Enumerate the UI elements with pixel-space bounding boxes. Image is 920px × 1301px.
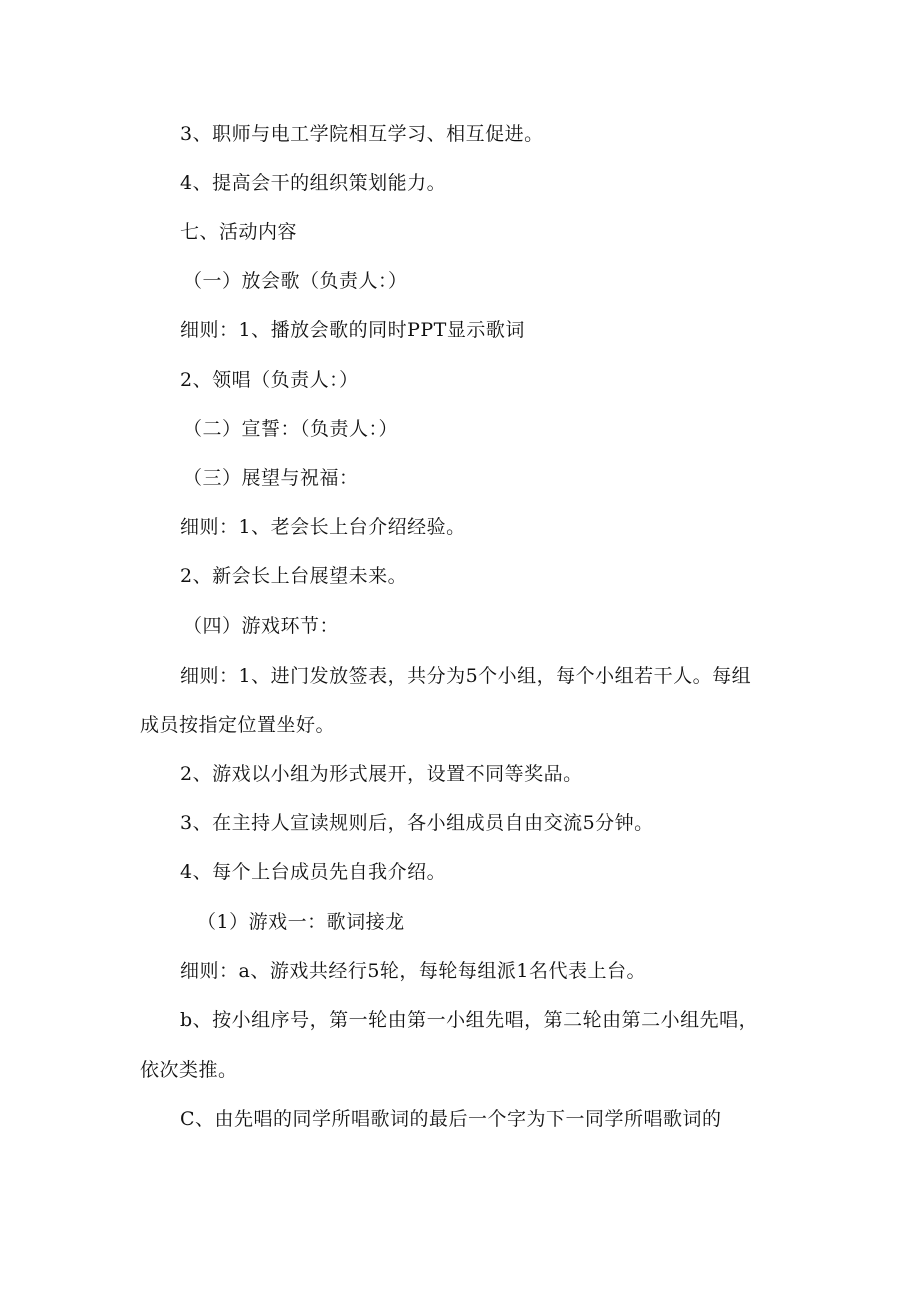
- text-line: 2、领唱（负责人：）: [180, 369, 359, 391]
- text-line: 细则：1、进门发放签表，共分为5个小组，每个小组若干人。每组: [180, 665, 752, 687]
- subsection-heading: （三）展望与祝福：: [183, 467, 359, 489]
- text-line: 细则：1、播放会歌的同时PPT显示歌词: [180, 319, 525, 341]
- text-line: C、由先唱的同学所唱歌词的最后一个字为下一同学所唱歌词的: [180, 1108, 722, 1130]
- text-line: 4、每个上台成员先自我介绍。: [180, 861, 447, 883]
- subsection-heading: （四）游戏环节：: [183, 615, 340, 637]
- text-line: 细则：1、老会长上台介绍经验。: [180, 516, 466, 538]
- subsection-heading: （1）游戏一：歌词接龙: [197, 911, 405, 933]
- subsection-heading: （二）宣誓：（负责人：）: [183, 418, 399, 440]
- text-line: 细则：a、游戏共经行5轮，每轮每组派1名代表上台。: [180, 960, 647, 982]
- section-heading: 七、活动内容: [180, 221, 298, 243]
- text-line: 2、游戏以小组为形式展开，设置不同等奖品。: [180, 763, 583, 785]
- text-line: 3、在主持人宣读规则后，各小组成员自由交流5分钟。: [180, 812, 654, 834]
- text-line: 3、职师与电工学院相互学习、相互促进。: [180, 123, 544, 145]
- text-line: 依次类推。: [140, 1059, 238, 1081]
- text-line: 成员按指定位置坐好。: [140, 714, 336, 736]
- text-line: 2、新会长上台展望未来。: [180, 565, 408, 587]
- subsection-heading: （一）放会歌（负责人：）: [183, 270, 408, 292]
- text-line: b、按小组序号，第一轮由第一小组先唱，第二轮由第二小组先唱，: [180, 1009, 759, 1031]
- text-line: 4、提高会干的组织策划能力。: [180, 172, 447, 194]
